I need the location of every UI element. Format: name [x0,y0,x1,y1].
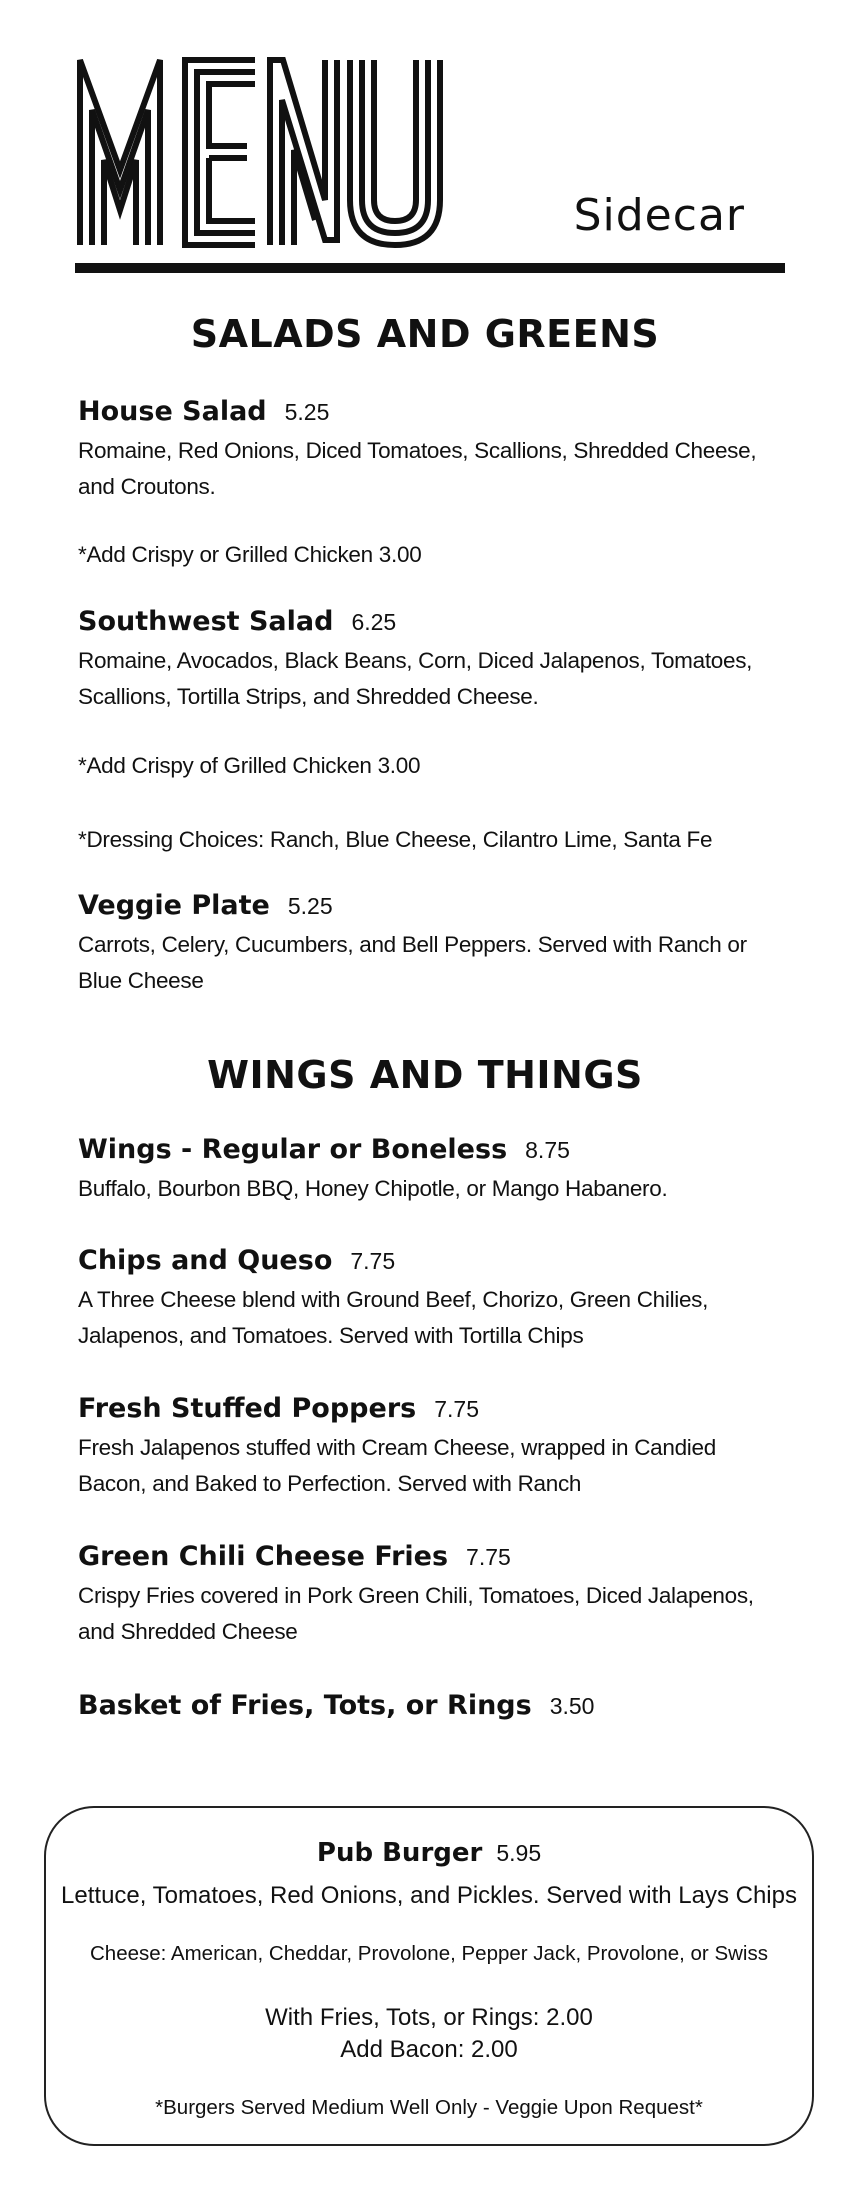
item-name: Wings - Regular or Boneless [78,1134,508,1165]
item-price: 7.75 [350,1248,396,1274]
menu-header [75,50,785,276]
item-description: Romaine, Red Onions, Diced Tomatoes, Scallions, Shredded Cheese, and Croutons. [78,438,757,499]
menu-item-veggie-plate [78,890,778,999]
item-description: Crispy Fries covered in Pork Green Chili, Tomatoes, Diced Jalapenos, and Shredded Cheese [78,1583,754,1644]
menu-item-basket [78,1690,778,1721]
item-description: Buffalo, Bourbon BBQ, Honey Chipotle, or Mango Habanero. [78,1176,668,1201]
item-name: Southwest Salad [78,606,334,637]
menu-item-green-chili-fries [78,1541,778,1650]
section-title-salads: SALADS AND GREENS [190,312,660,356]
menu-item-house-salad [78,396,778,505]
item-price: 3.50 [549,1693,595,1719]
item-name: Green Chili Cheese Fries [78,1541,449,1572]
menu-item-southwest-salad [78,606,778,715]
item-name: Chips and Queso [78,1245,333,1276]
header-rule [75,263,785,273]
burger-name: Pub Burger [316,1838,483,1868]
item-price: 5.25 [287,893,333,919]
dressing-choices-note: *Dressing Choices: Ranch, Blue Cheese, Cilantro Lime, Santa Fe [78,827,713,852]
item-name: Fresh Stuffed Poppers [78,1393,417,1424]
item-description: Carrots, Celery, Cucumbers, and Bell Peppers. Served with Ranch or Blue Cheese [78,932,747,993]
burger-price: 5.95 [496,1840,542,1866]
item-name: Veggie Plate [78,890,270,921]
side-options: With Fries, Tots, or Rings: 2.00 [265,2004,593,2031]
item-price: 6.25 [351,609,397,635]
item-description: A Three Cheese blend with Ground Beef, Chorizo, Green Chilies, Jalapenos, and Tomatoes. Served with Tortilla Chips [78,1287,709,1348]
item-description: Romaine, Avocados, Black Beans, Corn, Diced Jalapenos, Tomatoes, Scallions, Tortilla Strips, and Shredded Cheese. [78,648,753,709]
burger-title [46,1838,812,1868]
menu-logo [75,50,445,260]
item-name: Basket of Fries, Tots, or Rings [78,1690,532,1721]
burger-description: Lettuce, Tomatoes, Red Onions, and Pickles. Served with Lays Chips [61,1882,797,1909]
restaurant-name: Sidecar [573,190,745,241]
item-price: 7.75 [434,1396,479,1422]
bacon-option: Add Bacon: 2.00 [340,2036,518,2063]
menu-item-wings [78,1134,778,1207]
burger-box [44,1806,814,2146]
section-title-wings: WINGS AND THINGS [207,1053,643,1097]
add-chicken-note: *Add Crispy or Grilled Chicken 3.00 [78,542,422,567]
add-chicken-note: *Add Crispy of Grilled Chicken 3.00 [78,753,421,778]
menu-item-chips-queso [78,1245,778,1354]
item-price: 7.75 [466,1544,511,1570]
item-price: 5.25 [284,399,330,425]
item-name: House Salad [78,396,267,427]
cheese-options: Cheese: American, Cheddar, Provolone, Pepper Jack, Provolone, or Swiss [90,1942,768,1965]
menu-item-stuffed-poppers [78,1393,778,1502]
burger-note: *Burgers Served Medium Well Only - Veggie Upon Request* [155,2096,703,2119]
item-price: 8.75 [525,1137,570,1163]
item-description: Fresh Jalapenos stuffed with Cream Cheese, wrapped in Candied Bacon, and Baked to Perfection. Served with Ranch [78,1435,716,1496]
